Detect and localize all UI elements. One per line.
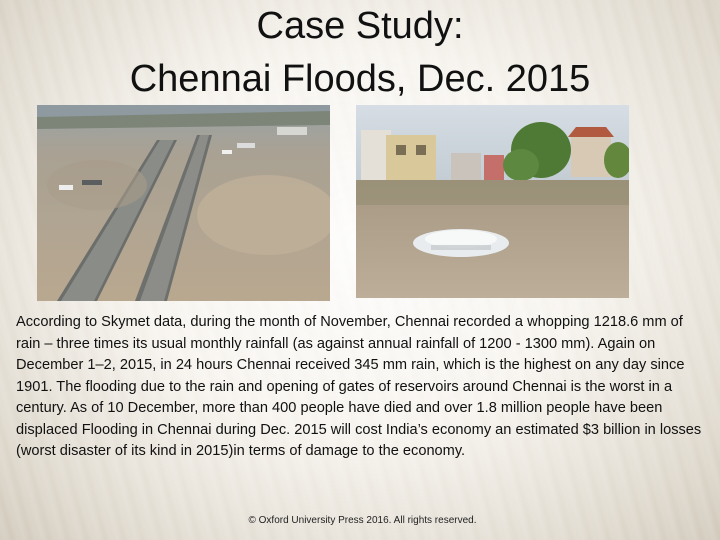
flooded-runway-photo: [37, 105, 330, 301]
title-line-2: Chennai Floods, Dec. 2015: [129, 58, 591, 100]
copyright-footer: © Oxford University Press 2016. All rights reserved.: [248, 515, 477, 526]
case-study-description: According to Skymet data, during the month of November, Chennai recorded a whopping 1218.6 mm of rain – three times its usual monthly rainfall (as against annual rainfall of 1200 - 1300 mm). Again on December 1–2, 2015, in 24 hours Chennai received 345 mm rain, which is the highest on any day since 1901. The flooding due to the rain and opening of gates of reservoirs around Chennai is the worst in a century. As of 10 December, more than 400 people have died and over 1.8 million people have been displaced Flooding in Chennai during Dec. 2015 will cost India’s economy an estimated $3 billion in losses (worst disaster of its kind in 2015)in terms of damage to the economy.: [16, 314, 702, 459]
flooded-runway-image: [37, 105, 330, 301]
flooded-street-photo: [356, 105, 629, 298]
slide-title: [0, 0, 720, 106]
title-line-1: Case Study:: [256, 5, 464, 47]
flooded-street-image: [356, 105, 629, 298]
